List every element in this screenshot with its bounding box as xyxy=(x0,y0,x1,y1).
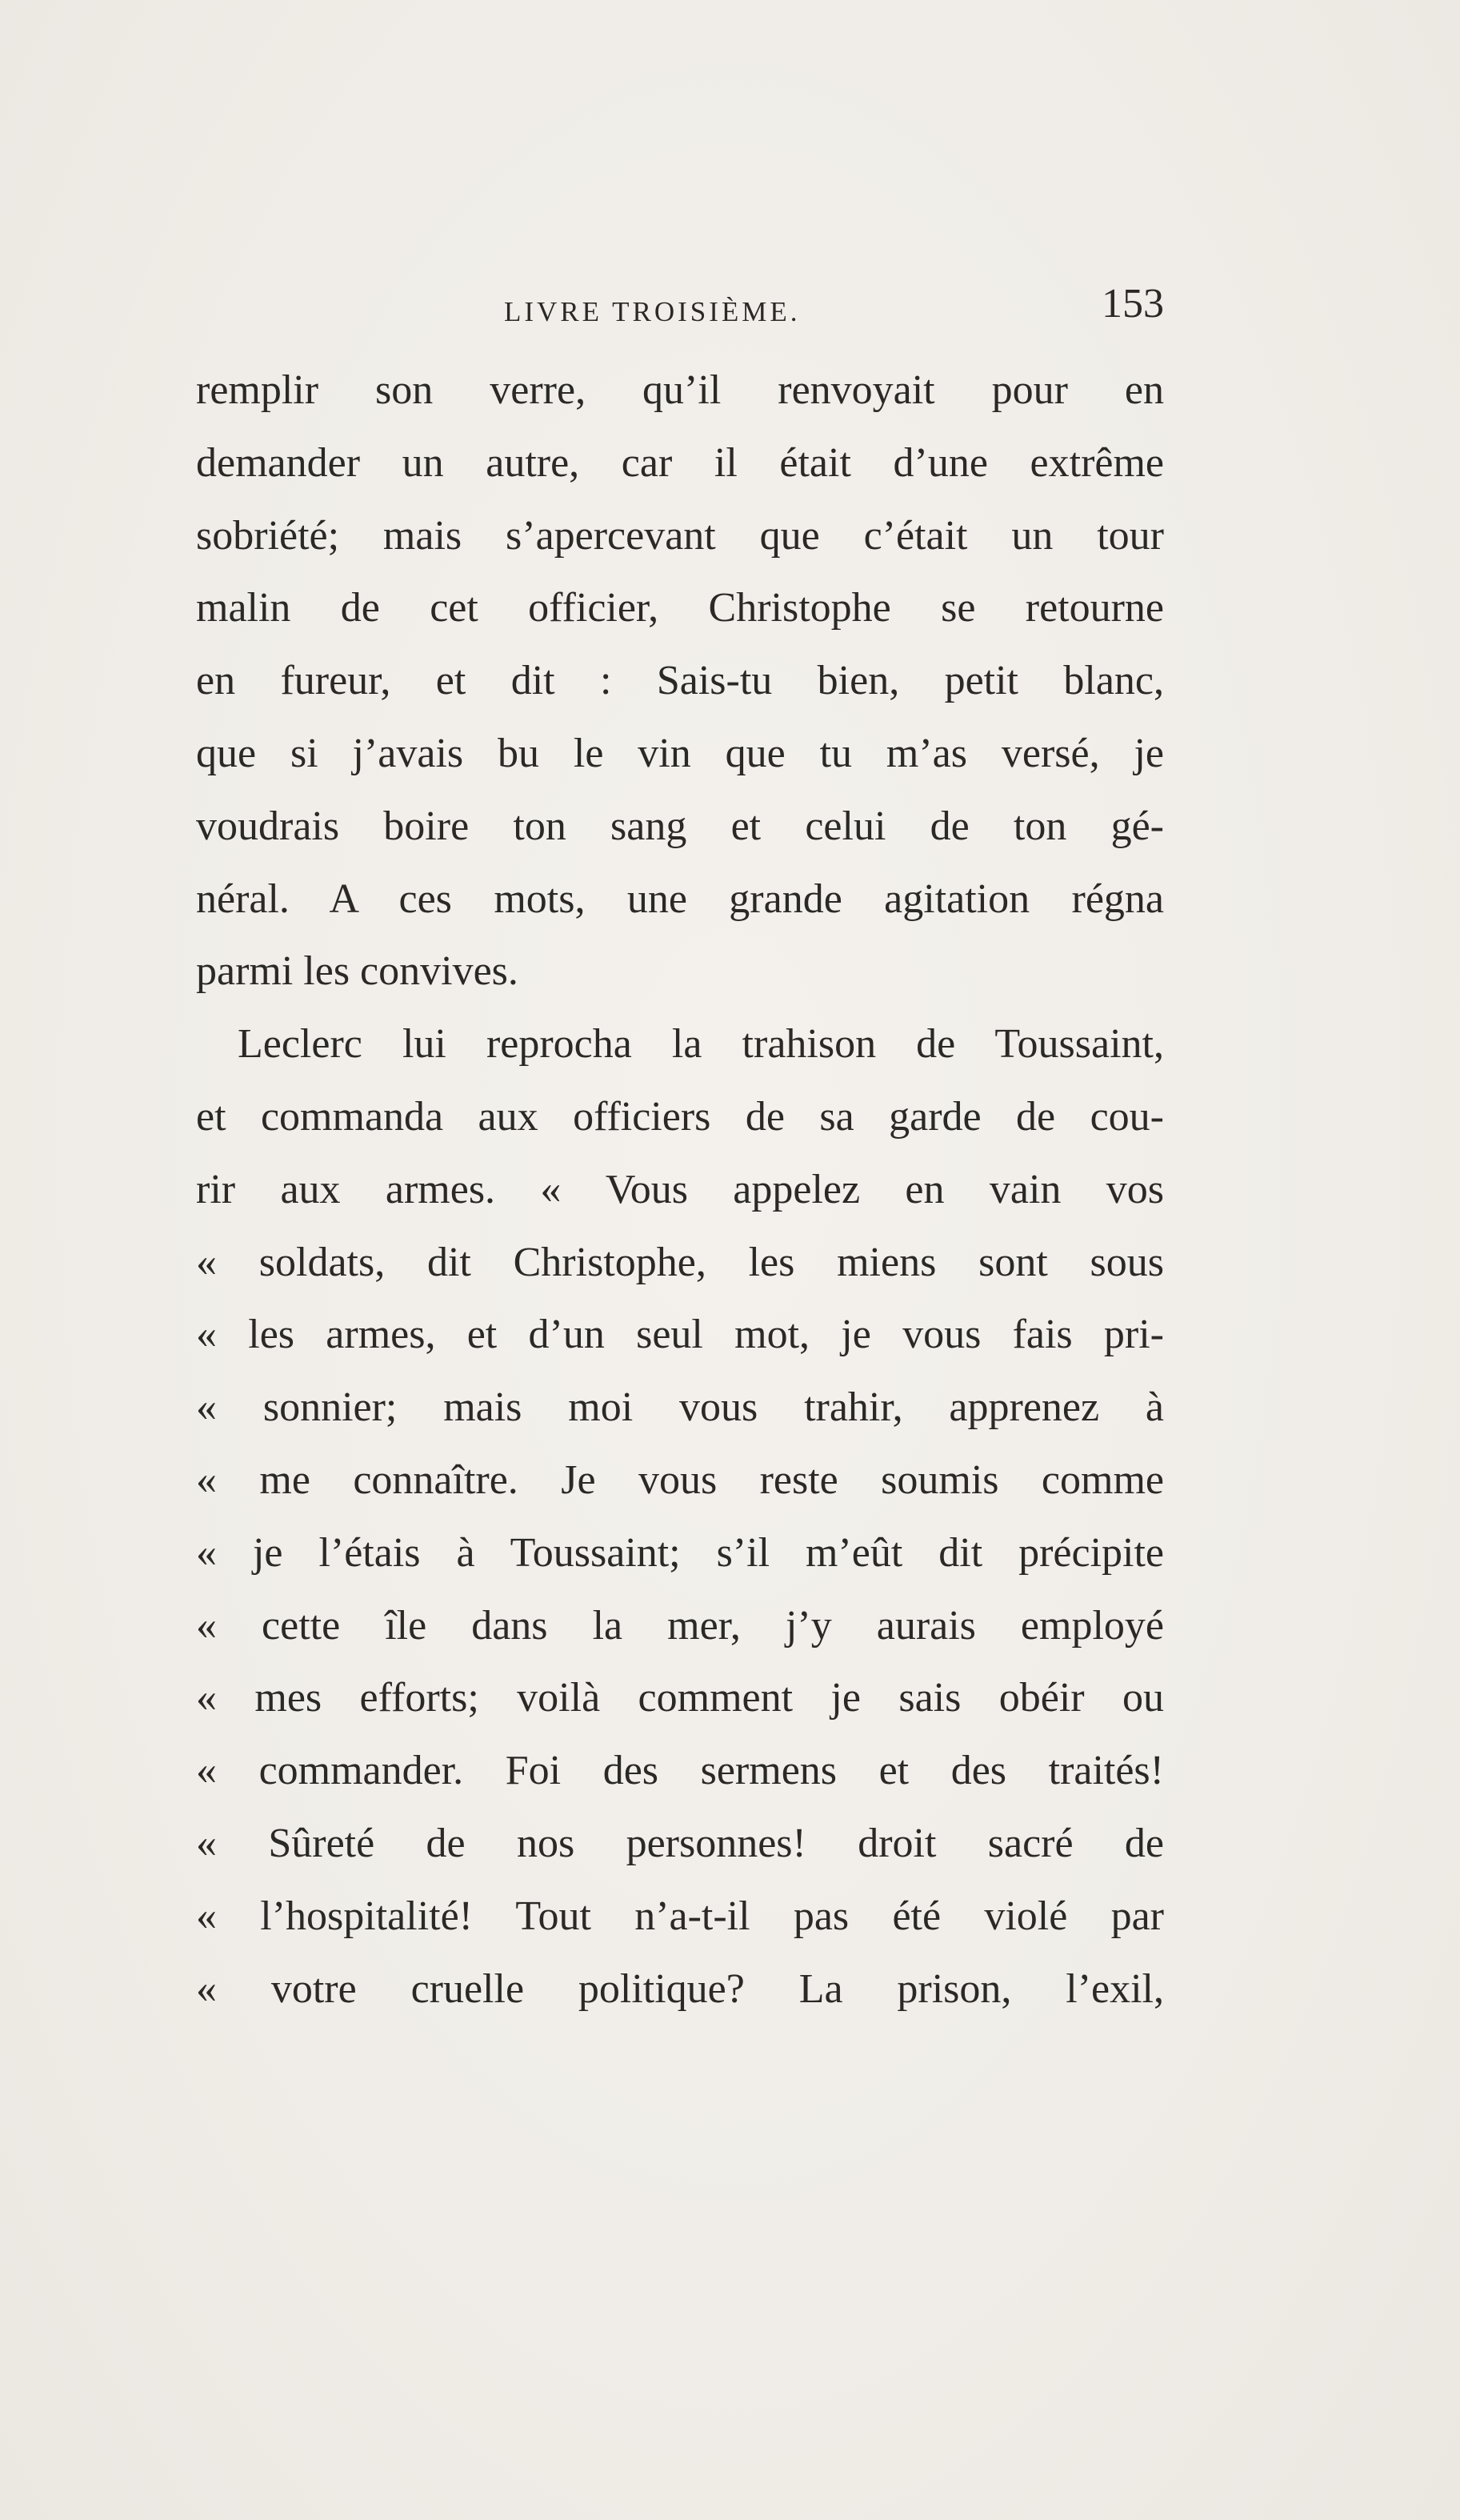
text-line: que si j’avais bu le vin que tu m’as versé, je xyxy=(196,730,1164,776)
text-line: remplir son verre, qu’il renvoyait pour en xyxy=(196,367,1164,413)
quoted-line: « l’hospitalité! Tout n’a-t-il pas été violé par xyxy=(196,1893,1164,1939)
text-line: voudrais boire ton sang et celui de ton gé- xyxy=(196,803,1164,849)
text-line: sobriété; mais s’apercevant que c’était un tour xyxy=(196,512,1164,559)
text-line: en fureur, et dit : Sais-tu bien, petit blanc, xyxy=(196,658,1164,704)
body-text xyxy=(196,355,1164,2025)
quoted-line: « Sûreté de nos personnes! droit sacré de xyxy=(196,1820,1164,1866)
quoted-line: « mes efforts; voilà comment je sais obéir ou xyxy=(196,1675,1164,1721)
text-line: demander un autre, car il était d’une extrême xyxy=(196,439,1164,486)
quoted-line: « les armes, et d’un seul mot, je vous fais pri- xyxy=(196,1312,1164,1358)
page-header xyxy=(196,280,1164,344)
text-line: rir aux armes. « Vous appelez en vain vos xyxy=(196,1166,1164,1212)
quoted-line: « cette île dans la mer, j’y aurais employé xyxy=(196,1602,1164,1649)
paragraph-start-line: Leclerc lui reprocha la trahison de Toussaint, xyxy=(238,1021,1164,1068)
text-line: et commanda aux officiers de sa garde de cou- xyxy=(196,1093,1164,1140)
quoted-line: « me connaître. Je vous reste soumis comme xyxy=(196,1456,1164,1503)
quoted-line: « sonnier; mais moi vous trahir, apprenez à xyxy=(196,1384,1164,1431)
paragraph-end-line: parmi les convives. xyxy=(196,948,518,995)
running-title: LIVRE TROISIÈME. xyxy=(504,296,801,327)
text-line: malin de cet officier, Christophe se retourne xyxy=(196,585,1164,631)
page-number: 153 xyxy=(1102,281,1164,327)
quoted-line: « votre cruelle politique? La prison, l’exil, xyxy=(196,1965,1164,2012)
quoted-line: « soldats, dit Christophe, les miens sont sous xyxy=(196,1239,1164,1285)
quoted-line: « commander. Foi des sermens et des traités! xyxy=(196,1748,1164,1794)
text-line: néral. A ces mots, une grande agitation régna xyxy=(196,875,1164,922)
quoted-line: « je l’étais à Toussaint; s’il m’eût dit précipite xyxy=(196,1529,1164,1576)
